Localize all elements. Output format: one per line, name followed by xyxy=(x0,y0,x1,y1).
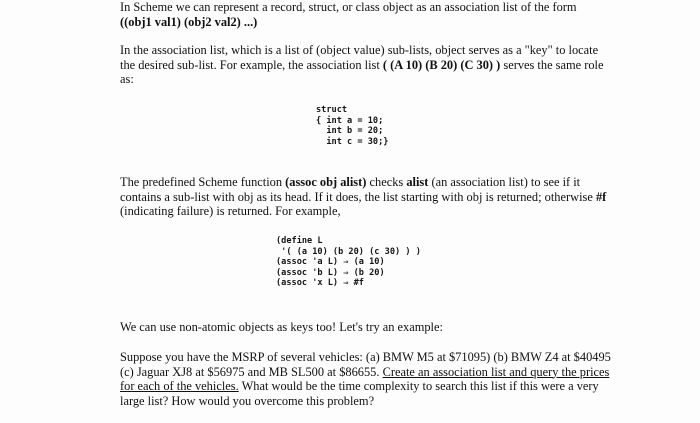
vehicle-question-paragraph xyxy=(120,350,612,408)
struct-code-block xyxy=(316,105,388,147)
vehicle-prices-text: Suppose you have the MSRP of several vehicles: (a) BMW M5 at $71095) (b) BMW Z4 at $40495 (c) Jaguar XJ8 at $56975 and MB SL500 at $86655. xyxy=(120,350,611,379)
code-line: '( (a 10) (b 20) (c 30) ) ) xyxy=(276,246,421,257)
code-line: int b = 20; xyxy=(316,126,384,136)
code-line: (assoc 'x L) ⇒ #f xyxy=(276,278,364,288)
assoc-text: (indicating failure) is returned. For example, xyxy=(120,204,341,219)
assoc-text: The predefined Scheme function xyxy=(120,175,283,189)
assoc-function-paragraph xyxy=(120,175,612,219)
association-list-paragraph xyxy=(120,43,612,87)
code-line: struct xyxy=(316,105,348,115)
non-atomic-keys-text: We can use non-atomic objects as keys too! Let's try an example: xyxy=(120,320,443,334)
assoc-list-form: ((obj1 val1) (obj2 val2) ...) xyxy=(120,14,258,29)
code-line: { int a = 10; xyxy=(316,115,384,126)
assoc-signature: (assoc obj alist) xyxy=(285,175,367,189)
intro-paragraph xyxy=(120,0,612,29)
code-line: (assoc 'b L) ⇒ (b 20) xyxy=(276,267,385,278)
task-instruction: Create an association list and query the prices for each of the vehicles. xyxy=(120,364,610,394)
association-list-example: ( (A 10) (B 20) (C 30) ) xyxy=(382,57,501,72)
assoc-code-block xyxy=(276,236,421,289)
association-list-text-end: serves the same role as: xyxy=(120,57,604,87)
code-line: (assoc 'a L) ⇒ (a 10) xyxy=(276,257,385,267)
code-line: int c = 30;} xyxy=(316,136,389,147)
alist-term: alist xyxy=(406,175,429,189)
intro-line: In Scheme we can represent a record, struct, or class object as an association list of the form xyxy=(120,0,577,14)
code-line: (define L xyxy=(276,236,323,246)
association-list-text: In the association list, which is a list of (object value) sub-lists, object serves as a "key" to locate the desired sub-list. For example, the association list xyxy=(120,43,599,72)
complexity-question: What would be the time complexity to search this list if this were a very large list? How would you overcome this problem? xyxy=(120,379,599,408)
non-atomic-keys-paragraph xyxy=(120,320,612,335)
assoc-text: checks xyxy=(369,175,404,189)
assoc-text: (an association list) to see if it contains a sub-list with obj as its head. If it does, the list starting with obj is returned; otherwise xyxy=(120,175,593,204)
false-literal: #f xyxy=(595,189,607,204)
